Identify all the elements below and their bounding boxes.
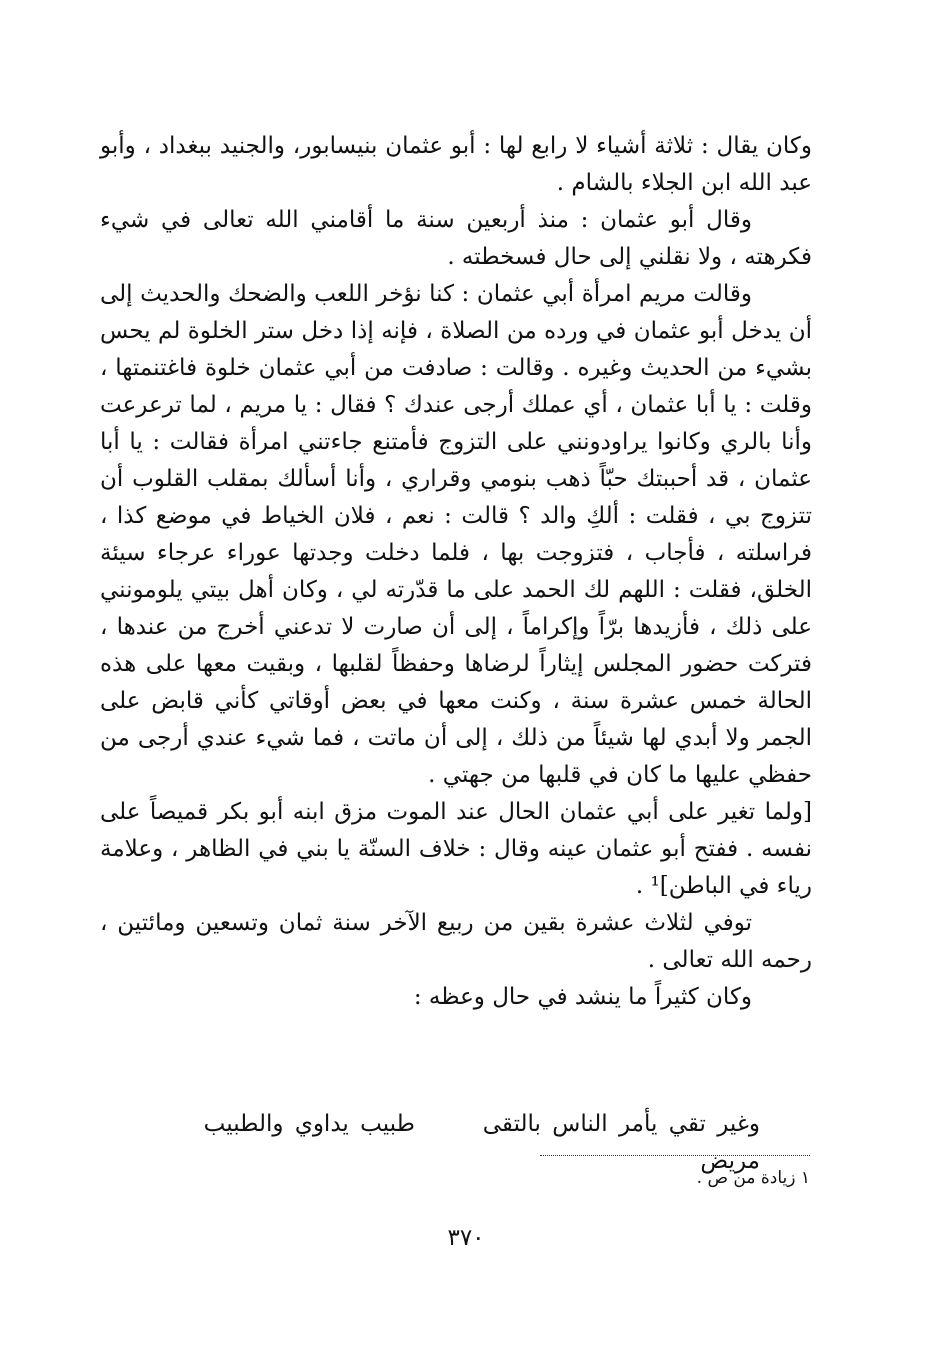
footnote-divider [540, 1155, 810, 1156]
paragraph-maryam-story: وقالت مريم امرأة أبي عثمان : كنا نؤخر اللعب والضحك والحديث إلى أن يدخل أبو عثمان في ورده من الصلاة ، فإنه إذا دخل ستر الخلوة لم يحس بشيء من الحديث وغيره . وقالت : صادفت من أبي عثمان خلوة فاغتنمتها ، وقلت : يا أبا عثمان ، أي عملك أرجى عندك ؟ فقال : يا مريم ، لما ترعرعت وأنا بالري وكانوا يراودونني على التزوج فأمتنع جاءتني امرأة فقالت : يا أبا عثمان ، قد أحببتك حبّاً ذهب بنومي وقراري ، وأنا أسألك بمقلب القلوب أن تتزوج بي ، فقلت : ألكِ والد ؟ قالت : نعم ، فلان الخياط في موضع كذا ، فراسلته ، فأجاب ، فتزوجت بها ، فلما دخلت وجدتها عوراء عرجاء سيئة الخلق، فقلت : اللهم لك الحمد على ما قدّرته لي ، وكان أهل بيتي يلومونني على ذلك ، فأزيدها برّاً وإكراماً ، إلى أن صارت لا تدعني أخرج من عندها ، فتركت حضور المجلس إيثاراً لرضاها وحفظاً لقلبها ، وبقيت معها على هذه الحالة خمس عشرة سنة ، وكنت معها في بعض أوقاتي كأني قابض على الجمر ولا أبدي لها شيئاً من ذلك ، إلى أن ماتت ، فما شيء عندي أرجى من حفظي عليها ما كان في قلبها من جهتي . [100, 281, 812, 788]
paragraph-verse-intro: وكان كثيراً ما ينشد في حال وعظه : [413, 984, 752, 1010]
paragraph-saying: وكان يقال : ثلاثة أشياء لا رابع لها : أبو عثمان بنيسابور، والجنيد ببغداد ، وأبو عبد الله ابن الجلاء بالشام . [100, 133, 812, 196]
paragraph-death-date: توفي لثلاث عشرة بقين من ربيع الآخر سنة ثمان وتسعين ومائتين ، رحمه الله تعالى . [100, 910, 812, 973]
verse-second-hemistich: طبيب يداوي والطبيب مريض [203, 1111, 760, 1174]
footnote: ١ زيادة من ص . [696, 1168, 810, 1188]
body-text [100, 128, 812, 1016]
paragraph-abu-uthman-saying: وقال أبو عثمان : منذ أربعين سنة ما أقامني الله تعالى في شيء فكرهته ، ولا نقلني إلى حال فسخطته . [100, 207, 812, 270]
paragraph-death-scene: [ولما تغير على أبي عثمان الحال عند الموت مزق ابنه أبو بكر قميصاً على نفسه . ففتح أبو عثمان عينه وقال : خلاف السنّة يا بني في الظاهر ، وعلامة رياء في الباطن]¹ . [100, 799, 812, 899]
page-number: ٣٧٠ [447, 1225, 485, 1251]
verse-first-hemistich: وغير تقي يأمر الناس بالتقى [482, 1111, 760, 1137]
